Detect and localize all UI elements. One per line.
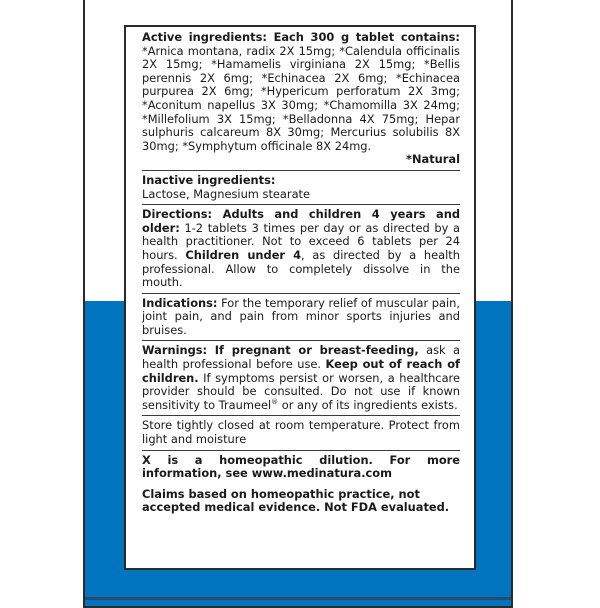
indications-text: For the temporary relief of muscular pain, joint pain, and pain from minor sports injuries and bruises. [142,295,460,337]
claims-section [142,484,460,518]
natural-footnote: *Natural [406,152,460,167]
warnings-section [142,343,460,416]
registered-mark: ® [271,398,279,407]
warnings-text: ask a health professional before use. [142,343,460,372]
claims-text: Claims based on homeopathic practice, not accepted medical evidence. Not FDA evaluated. [142,486,450,515]
inactive-ingredients-heading: Inactive ingredients: [142,172,276,187]
dilution-section [142,453,460,484]
active-ingredients-list: *Arnica montana, radix 2X 15mg; *Calendula officinalis 2X 15mg; *Hamamelis virginiana 2X 15mg; *Bellis perennis 2X 6mg; *Echinacea 2X 6mg; *Echinacea purpurea 2X 6mg; *Hypericum perforatum 2X 3mg; *Aconitum napellus 3X 30mg; *Chamomilla 3X 24mg; *Millefolium 3X 15mg; *Belladonna 4X 75mg; Hepar sulphuris calcareum 8X 30mg; Mercurius solubilis 8X 30mg; *Symphytum officinale 8X 24mg. [142,43,460,153]
active-ingredients-section [142,30,460,171]
indications-heading: Indications: [142,295,218,310]
directions-text-2: , as directed by a health professional. Allow to completely dissolve in the mouth. [142,247,460,290]
warnings-text-3: or any of its ingredients exists. [278,397,458,412]
inactive-ingredients-list: Lactose, Magnesium stearate [142,186,311,201]
directions-section [142,207,460,294]
inactive-ingredients-section [142,173,460,205]
keep-out-of-reach-text: Keep out of reach of children. [142,357,460,385]
drug-facts-label [124,25,476,570]
storage-section [142,418,460,450]
warnings-heading: Warnings: If pregnant or breast-feeding, [142,343,419,358]
warnings-text-2: If symptoms persist or worsen, a healthcare provider should be consulted. Do not use if known sensitivity to Traumeel [142,370,460,412]
directions-heading: Directions: Adults and children 4 years and older: [142,207,460,235]
indications-section [142,296,460,342]
storage-text: Store tightly closed at room temperature. Protect from light and moisture [142,418,460,447]
directions-text: 1-2 tablets 3 times per day or as directed by a health practitioner. Not to exceed 6 tablets per 24 hours. [142,220,460,262]
dilution-text: X is a homeopathic dilution. For more information, see www.medinatura.com [142,452,460,481]
children-under-4-text: Children under 4 [185,247,302,262]
active-ingredients-heading: Active ingredients: Each 300 g tablet contains: [142,30,460,44]
